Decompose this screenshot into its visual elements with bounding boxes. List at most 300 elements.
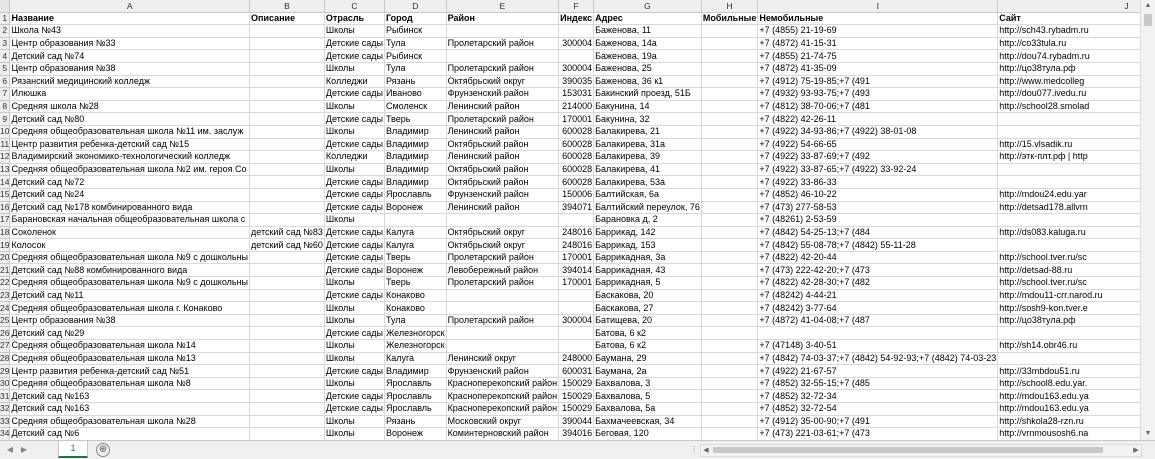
sheet-tab-1[interactable]: 1 (58, 441, 88, 458)
cell[interactable]: Балтийский переулок, 76 (595, 201, 700, 212)
cell[interactable]: +7 (4922) 21-67-57 (758, 365, 998, 378)
cell[interactable] (701, 50, 757, 63)
cell[interactable]: Владимирский экономико-технологический колледж (10, 151, 250, 164)
horizontal-scrollbar[interactable] (700, 444, 1142, 457)
cell[interactable] (250, 314, 325, 327)
cell[interactable]: Красноперекопский район (447, 403, 558, 414)
cell[interactable]: Баумана, 2а (594, 365, 702, 378)
cell[interactable]: 150029 (559, 403, 594, 416)
cell[interactable] (701, 428, 757, 440)
cell[interactable]: Батова, 6 к2 (594, 340, 702, 353)
cell[interactable]: Рыбинск (384, 25, 446, 38)
cell[interactable] (701, 314, 757, 327)
cell[interactable]: Пролетарский район (446, 251, 559, 264)
cell[interactable] (559, 214, 594, 227)
row-header[interactable]: 21 (0, 264, 10, 275)
cell[interactable]: Адрес (594, 12, 702, 25)
cell[interactable]: Рязань (384, 415, 446, 428)
cell[interactable] (250, 327, 325, 340)
cell[interactable] (701, 239, 757, 252)
cell[interactable] (559, 25, 594, 38)
cell[interactable] (701, 214, 757, 227)
cell[interactable]: +7 (4822) 42-26-11 (758, 113, 998, 126)
row-header[interactable]: 29 (0, 365, 10, 376)
cell[interactable]: +7 (4855) 21-74-75 (758, 50, 998, 63)
cell[interactable] (701, 138, 757, 151)
cell[interactable]: Средняя общеобразовательная школа №28 (10, 415, 250, 428)
cell[interactable]: +7 (4872) 41-15-31 (758, 37, 998, 50)
cell[interactable]: Калуга (384, 352, 446, 365)
cell[interactable]: Детский сад №178 комбинированного вида (10, 201, 250, 214)
cell[interactable] (559, 302, 594, 315)
cell[interactable]: Средняя общеобразовательная школа №14 (10, 340, 250, 353)
add-sheet-icon[interactable]: ⊕ (96, 443, 110, 457)
cell[interactable]: Детские сады (325, 403, 383, 414)
cell[interactable]: Тула (384, 62, 446, 75)
cell[interactable]: 214000 (559, 100, 594, 113)
cell[interactable]: Красноперекопский район (447, 390, 558, 401)
cell[interactable]: Средняя общеобразовательная школа №2 им. героя Со (10, 163, 250, 176)
row-header[interactable]: 24 (0, 302, 10, 313)
cell[interactable]: http://www.medcolleg (998, 75, 1155, 88)
cell[interactable]: Рязанский медицинский колледж (10, 75, 250, 88)
cell[interactable]: Фрунзенский район (446, 88, 559, 101)
cell[interactable]: +7 (4822) 42-28-30;+7 (482 (758, 277, 998, 290)
cell[interactable]: Детские сады (325, 38, 383, 49)
cell[interactable]: Октябрьский округ (446, 226, 559, 239)
cell[interactable]: Название (10, 12, 250, 25)
cell[interactable]: +7 (4852) 32-55-15;+7 (485 (758, 377, 998, 390)
select-all-corner[interactable] (0, 0, 10, 12)
next-sheet-arrow-icon[interactable]: ▶ (20, 445, 28, 454)
cell[interactable]: Школы (324, 377, 384, 390)
cell[interactable]: http://33mbdou51.ru (998, 365, 1155, 378)
cell[interactable]: Балакирева, 41 (594, 163, 702, 176)
cell[interactable] (701, 390, 757, 403)
cell[interactable]: Детские сады (325, 138, 383, 149)
row-header[interactable]: 14 (0, 176, 10, 187)
cell[interactable] (998, 125, 1155, 138)
cell[interactable] (998, 214, 1155, 227)
row-header[interactable]: 32 (0, 403, 10, 414)
cell[interactable]: Школа №43 (10, 25, 250, 38)
cell[interactable]: Колледжи (324, 75, 384, 88)
cell[interactable]: +7 (4912) 35-00-90;+7 (491 (758, 415, 998, 428)
cell[interactable]: 390044 (559, 415, 594, 428)
cell[interactable]: +7 (4852) 32-72-34 (758, 390, 998, 403)
cell[interactable]: Иваново (384, 88, 446, 101)
cell[interactable] (701, 163, 757, 176)
cell[interactable]: Колосок (10, 239, 250, 252)
cell[interactable]: http://этк-плт.рф | http (998, 151, 1155, 164)
cell[interactable]: Ярославль (384, 403, 446, 416)
cell[interactable]: Баскакова, 27 (594, 302, 702, 315)
column-header-f[interactable]: F (559, 0, 594, 12)
cell[interactable]: +7 (4922) 33-87-65;+7 (4922) 33-92-24 (758, 163, 998, 176)
cell[interactable]: Средняя общеобразовательная школа №9 с дошкольны (11, 252, 249, 263)
cell[interactable] (250, 151, 325, 164)
scroll-left-arrow-icon[interactable]: ◀ (703, 447, 709, 454)
cell[interactable]: Школы (324, 100, 384, 113)
cell[interactable]: Тверь (384, 113, 446, 126)
cell[interactable] (701, 352, 757, 365)
cell[interactable]: Тверь (384, 277, 446, 290)
cell[interactable]: +7 (4922) 33-86-33 (758, 176, 998, 189)
cell[interactable]: Баррикадная, 3а (594, 251, 702, 264)
cell[interactable]: 390035 (559, 75, 594, 88)
cell[interactable] (701, 125, 757, 138)
cell[interactable]: Детские сады (325, 88, 383, 99)
cell[interactable] (701, 365, 757, 378)
cell[interactable]: +7 (4842) 54-25-13;+7 (484 (758, 226, 998, 239)
cell[interactable]: 170001 (559, 251, 594, 264)
cell[interactable]: Средняя общеобразовательная школа №8 (10, 377, 250, 390)
cell[interactable]: Барановка д, 2 (594, 214, 702, 227)
cell[interactable] (998, 176, 1155, 189)
cell[interactable] (250, 302, 325, 315)
column-header-e[interactable]: E (446, 0, 559, 12)
row-header[interactable]: 19 (0, 239, 10, 250)
cell[interactable]: 600028 (559, 125, 594, 138)
cell[interactable]: Бахмачеевская, 34 (594, 415, 702, 428)
cell[interactable]: Бакунина, 32 (594, 113, 702, 126)
cell[interactable] (446, 340, 559, 353)
cell[interactable]: Владимир (384, 176, 446, 189)
cell[interactable]: Балакирева, 53а (594, 176, 702, 189)
cell[interactable]: Беговая, 120 (594, 428, 702, 440)
cell[interactable] (250, 62, 325, 75)
cell[interactable] (701, 289, 757, 302)
cell[interactable]: Баррикадная, 43 (594, 264, 702, 277)
cell[interactable]: детский сад №83 (251, 226, 323, 237)
vertical-scroll-thumb[interactable] (1144, 14, 1152, 26)
row-header[interactable]: 4 (0, 50, 10, 63)
cell[interactable]: Детские сады (325, 390, 383, 401)
cell[interactable]: http://detsad-88.ru (998, 264, 1155, 277)
row-header[interactable]: 1 (0, 12, 10, 25)
cell[interactable] (701, 100, 757, 113)
row-header[interactable]: 2 (0, 25, 10, 38)
cell[interactable]: 300004 (559, 62, 594, 75)
cell[interactable]: Детский сад №24 (10, 188, 250, 201)
cell[interactable] (701, 176, 757, 189)
cell[interactable]: http://school28.smolad (998, 100, 1155, 113)
column-header-b[interactable]: B (250, 0, 325, 12)
cell[interactable]: Детские сады (325, 113, 383, 124)
cell[interactable]: Ярославль (384, 188, 446, 201)
cell[interactable]: Барановская начальная общеобразовательная школа с (10, 214, 250, 227)
cell[interactable]: Школы (324, 125, 384, 138)
cell[interactable]: Школы (324, 340, 384, 353)
cell[interactable]: Железногорск (385, 340, 445, 351)
cell[interactable]: Центр образования №38 (10, 62, 250, 75)
cell[interactable] (998, 352, 1155, 365)
cell[interactable]: 153031 (559, 88, 594, 101)
cell[interactable]: Центр развития ребенка-детский сад №15 (10, 138, 250, 151)
cell[interactable]: 600028 (559, 138, 594, 151)
row-header[interactable]: 15 (0, 189, 10, 200)
cell[interactable]: Детские сады (325, 189, 383, 200)
cell[interactable]: Школы (324, 415, 384, 428)
cell[interactable] (559, 340, 594, 353)
cell[interactable] (250, 113, 325, 126)
cell[interactable]: +7 (4852) 32-72-54 (758, 403, 998, 416)
cell[interactable] (250, 365, 325, 378)
row-header[interactable]: 18 (0, 226, 10, 237)
cell[interactable]: Город (384, 12, 446, 25)
cell[interactable] (758, 327, 998, 340)
cell[interactable]: 394014 (559, 264, 594, 277)
cell[interactable]: http://mdou24.edu.yar (998, 188, 1155, 201)
cell[interactable]: Баженова, 14а (594, 37, 702, 50)
cell[interactable] (701, 88, 757, 101)
cell[interactable] (701, 226, 757, 239)
cell[interactable]: Средняя общеобразовательная школа г. Конаково (10, 302, 250, 315)
cell[interactable]: Балакирева, 21 (594, 125, 702, 138)
cell[interactable]: Ленинский округ (446, 352, 559, 365)
cell[interactable]: Центр развития ребенка-детский сад №51 (10, 365, 250, 378)
cell[interactable]: Тверь (384, 251, 446, 264)
cell[interactable]: http://mdou163.edu.ya (998, 390, 1155, 403)
cell[interactable]: Октябрьский округ (446, 75, 559, 88)
cell[interactable]: 394016 (559, 428, 594, 440)
cell[interactable]: Октябрьский район (446, 138, 559, 151)
cell[interactable]: Детские сады (325, 264, 383, 275)
cell[interactable]: http://detsad178.allvrn (998, 201, 1155, 214)
cell[interactable]: http://school.tver.ru/sc (998, 251, 1155, 264)
row-header[interactable]: 16 (0, 201, 10, 212)
cell[interactable]: Пролетарский район (446, 37, 559, 50)
cell[interactable] (701, 251, 757, 264)
cell[interactable]: +7 (4922) 33-87-69;+7 (492 (758, 151, 998, 164)
scroll-right-arrow-icon[interactable]: ▶ (1133, 447, 1139, 454)
cell[interactable]: http://co33tula.ru (998, 37, 1155, 50)
cell[interactable]: 600028 (559, 163, 594, 176)
cell[interactable]: Красноперекопский район (447, 378, 558, 389)
cell[interactable] (701, 277, 757, 290)
cell[interactable] (701, 62, 757, 75)
cell[interactable]: +7 (4842) 74-03-37;+7 (4842) 54-92-93;+7 (4842) 74-03-23 (759, 352, 997, 363)
cell[interactable] (701, 403, 757, 416)
cell[interactable]: Тула (384, 37, 446, 50)
cell[interactable]: +7 (473) 277-58-53 (758, 201, 998, 214)
cell[interactable]: Владимир (384, 151, 446, 164)
cell[interactable] (701, 75, 757, 88)
cell[interactable]: Ленинский район (446, 125, 559, 138)
cell[interactable] (701, 25, 757, 38)
cell[interactable]: Школы (324, 163, 384, 176)
cell[interactable]: Детский сад №29 (10, 327, 250, 340)
cell[interactable]: Детские сады (325, 239, 383, 250)
cell[interactable]: Детские сады (325, 201, 383, 212)
cell[interactable]: Соколенок (10, 226, 250, 239)
cell[interactable]: Баженова, 25 (594, 62, 702, 75)
row-header[interactable]: 3 (0, 37, 10, 50)
cell[interactable]: Отрасль (324, 12, 384, 25)
cell[interactable]: Детские сады (325, 327, 383, 338)
cell[interactable]: +7 (473) 221-03-61;+7 (473 (758, 428, 998, 440)
row-header[interactable]: 10 (0, 126, 10, 137)
cell[interactable]: http://цо38тула.рф (998, 314, 1155, 327)
cell[interactable]: детский сад №60 (251, 239, 323, 250)
row-header[interactable]: 23 (0, 289, 10, 300)
cell[interactable]: Балакирева, 39 (594, 151, 702, 164)
column-header-a[interactable]: A (10, 0, 250, 12)
cell[interactable]: 150006 (559, 188, 594, 201)
cell[interactable]: Детский сад №6 (10, 428, 250, 440)
cell[interactable] (250, 201, 325, 214)
cell[interactable]: Батова, 6 к2 (594, 327, 702, 340)
cell[interactable]: Баженова, 36 к1 (594, 75, 702, 88)
cell[interactable] (559, 50, 594, 63)
cell[interactable] (559, 327, 594, 340)
cell[interactable]: Школы (324, 62, 384, 75)
cell[interactable] (250, 100, 325, 113)
row-header[interactable]: 9 (0, 113, 10, 126)
cell[interactable]: Детские сады (325, 289, 383, 300)
cell[interactable]: Баррикад, 142 (594, 226, 702, 239)
cell[interactable] (250, 264, 325, 277)
cell[interactable]: Рыбинск (384, 50, 446, 63)
cell[interactable]: Бахвалова, 5 (594, 390, 702, 403)
cell[interactable]: Детские сады (325, 252, 383, 263)
cell[interactable] (250, 37, 325, 50)
cell[interactable]: Владимир (384, 163, 446, 176)
cell[interactable]: Воронеж (384, 201, 446, 214)
cell[interactable]: 600031 (559, 365, 594, 378)
cell[interactable]: http://dou077.ivedu.ru (998, 88, 1155, 101)
cell[interactable]: Школы (324, 428, 384, 440)
cell[interactable]: http://sch43.rybadm.ru (998, 25, 1155, 38)
cell[interactable] (446, 327, 559, 340)
cell[interactable]: Сайт (998, 12, 1155, 25)
cell[interactable] (250, 176, 325, 189)
cell[interactable]: http://school.tver.ru/sc (998, 277, 1155, 290)
cell[interactable] (250, 277, 325, 290)
cell[interactable]: Владимир (384, 365, 446, 378)
cell[interactable] (446, 302, 559, 315)
cell[interactable]: +7 (4872) 41-35-09 (758, 62, 998, 75)
cell[interactable]: http://dou74.rybadm.ru (998, 50, 1155, 63)
cell[interactable]: Детский сад №163 (10, 403, 250, 416)
cell[interactable]: Батищева, 20 (594, 314, 702, 327)
cell[interactable] (250, 352, 325, 365)
cell[interactable]: http://sosh9-kon.tver.e (998, 302, 1155, 315)
cell[interactable]: http://mdou163.edu.ya (998, 403, 1155, 416)
cell[interactable]: Баумана, 29 (594, 352, 702, 365)
cell[interactable]: Балакирева, 31а (594, 138, 702, 151)
cell[interactable] (701, 188, 757, 201)
cell[interactable] (250, 138, 325, 151)
column-header-c[interactable]: C (324, 0, 384, 12)
cell[interactable]: 170001 (559, 277, 594, 290)
cell[interactable] (250, 390, 325, 403)
row-header[interactable]: 7 (0, 88, 10, 101)
cell[interactable]: Смоленск (384, 100, 446, 113)
cell[interactable]: +7 (48242) 3-77-64 (758, 302, 998, 315)
cell[interactable]: Ярославль (384, 377, 446, 390)
cell[interactable]: Детский сад №163 (10, 390, 250, 403)
row-header[interactable]: 8 (0, 100, 10, 113)
cell[interactable] (250, 289, 325, 302)
cell[interactable]: Детские сады (325, 365, 383, 376)
cell[interactable]: Балтийская, 6а (594, 188, 702, 201)
cell[interactable]: Ярославль (384, 390, 446, 403)
row-header[interactable]: 25 (0, 315, 10, 326)
cell[interactable]: Детский сад №11 (10, 289, 250, 302)
cell[interactable]: +7 (473) 222-42-20;+7 (473 (758, 264, 998, 277)
cell[interactable]: +7 (4852) 46-10-22 (758, 188, 998, 201)
cell[interactable]: Баррикад, 153 (594, 239, 702, 252)
cell[interactable]: Октябрьский округ (446, 239, 559, 252)
cell[interactable]: Детские сады (325, 50, 383, 61)
cell[interactable]: +7 (4855) 21-19-69 (758, 25, 998, 38)
cell[interactable] (701, 151, 757, 164)
cell[interactable]: Бахвалова, 3 (594, 377, 702, 390)
row-header[interactable]: 6 (0, 75, 10, 88)
cell[interactable] (384, 214, 446, 227)
cell[interactable]: Средняя общеобразовательная школа №11 им. заслуж (10, 125, 250, 138)
cell[interactable]: Тула (384, 314, 446, 327)
row-header[interactable]: 12 (0, 151, 10, 162)
cell[interactable]: Владимир (384, 125, 446, 138)
cell[interactable]: Фрунзенский район (446, 188, 559, 201)
cell[interactable]: Центр образования №33 (10, 37, 250, 50)
cell[interactable]: Баррикадная, 5 (594, 277, 702, 290)
row-header[interactable]: 20 (0, 252, 10, 263)
cell[interactable] (250, 403, 325, 416)
cell[interactable]: Средняя общеобразовательная школа №13 (10, 352, 250, 365)
cell[interactable]: Железногорск (385, 327, 445, 338)
cell[interactable] (250, 125, 325, 138)
cell[interactable]: http://mdou11-crr.narod.ru (998, 289, 1155, 302)
cell[interactable]: Левобережный район (446, 264, 559, 277)
cell[interactable] (250, 50, 325, 63)
row-header[interactable]: 11 (0, 138, 10, 149)
cell[interactable]: Детские сады (325, 226, 383, 237)
cell[interactable]: Ленинский район (446, 151, 559, 164)
cell[interactable]: http://shkola28-rzn.ru (998, 415, 1155, 428)
cell[interactable]: Бакинский проезд, 51Б (594, 88, 702, 101)
row-header[interactable]: 17 (0, 214, 10, 225)
cell[interactable] (701, 37, 757, 50)
cell[interactable]: Пролетарский район (446, 277, 559, 290)
cell[interactable] (250, 428, 325, 440)
column-header-i[interactable]: I (758, 0, 998, 12)
cell[interactable]: 150029 (559, 377, 594, 390)
cell[interactable] (998, 239, 1155, 252)
cell[interactable]: Пролетарский район (446, 314, 559, 327)
cell[interactable]: Баженова, 11 (594, 25, 702, 38)
scroll-up-arrow-icon[interactable]: ▲ (1144, 2, 1152, 9)
column-header-j[interactable]: J (998, 0, 1155, 12)
prev-sheet-arrow-icon[interactable]: ◀ (6, 445, 14, 454)
cell[interactable]: Октябрьский район (446, 163, 559, 176)
tab-split-handle-icon[interactable]: ⋮ (690, 445, 699, 454)
cell[interactable]: Средняя школа №28 (10, 100, 250, 113)
cell[interactable] (701, 264, 757, 277)
cell[interactable]: Описание (250, 12, 325, 25)
cell[interactable] (998, 327, 1155, 340)
column-header-h[interactable]: H (701, 0, 757, 12)
cell[interactable]: Воронеж (384, 428, 446, 440)
cell[interactable]: 300004 (559, 314, 594, 327)
cell[interactable] (250, 75, 325, 88)
cell[interactable]: +7 (47148) 3-40-51 (758, 340, 998, 353)
cell[interactable] (250, 377, 325, 390)
cell[interactable]: Пролетарский район (446, 113, 559, 126)
cell[interactable] (250, 251, 325, 264)
